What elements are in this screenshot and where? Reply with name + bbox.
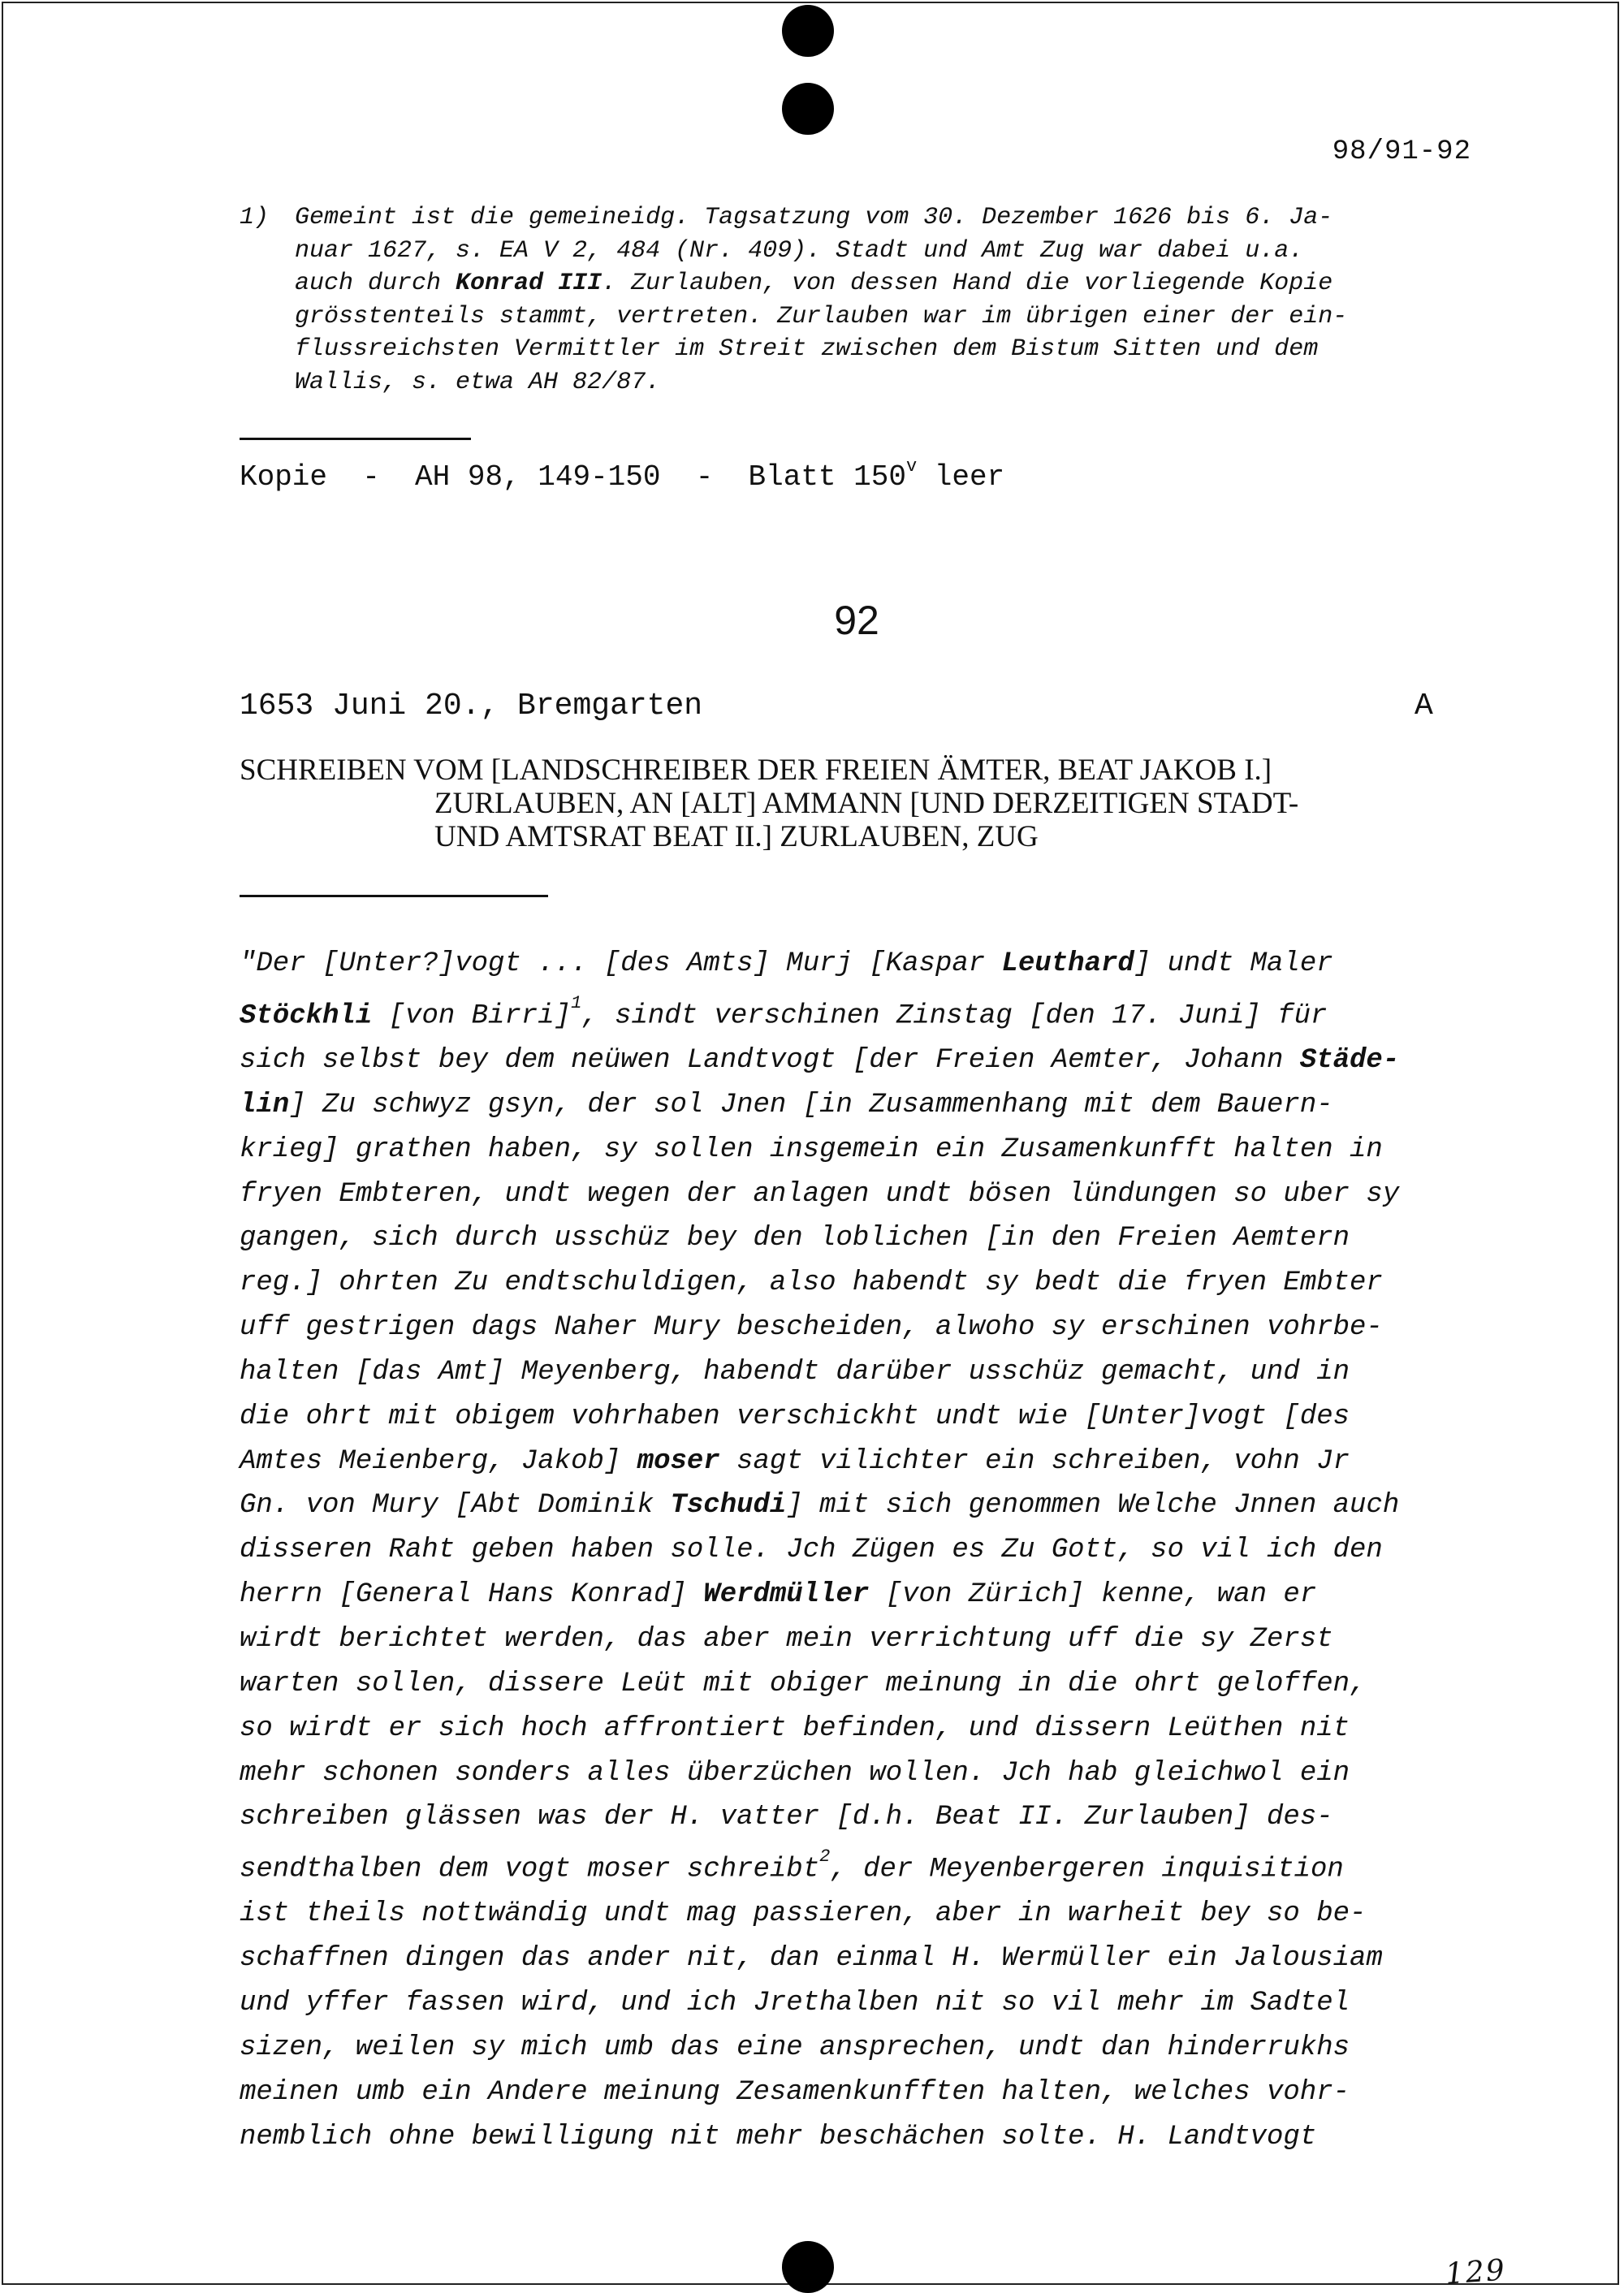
body-line: sich selbst bey dem neüwen Landtvogt [der Freien Aemter, Johann Städe- — [240, 1045, 1400, 1077]
body-line: nemblich ohne bewilligung nit mehr beschächen solte. H. Landtvogt — [240, 2121, 1317, 2153]
body-line: fryen Embteren, undt wegen der anlagen undt bösen lündungen so uber sy — [240, 1178, 1400, 1210]
document-heading — [240, 754, 1506, 853]
copy-source-line — [240, 456, 1005, 494]
heading-line: UND AMTSRAT BEAT II.] ZURLAUBEN, ZUG — [434, 820, 1039, 853]
heading-line: ZURLAUBEN, AN [ALT] AMMANN [UND DERZEITIGEN STADT- — [434, 787, 1299, 820]
body-line: reg.] ohrten Zu endtschuldigen, also habendt sy bedt die fryen Embter — [240, 1267, 1383, 1299]
footnote-text — [240, 201, 1482, 399]
separator-rule — [240, 438, 471, 440]
body-line: meinen umb ein Andere meinung Zesamenkunfften halten, welches vohr- — [240, 2076, 1350, 2108]
copy-source-superscript: v — [905, 456, 918, 477]
page-number: 129 — [1444, 2253, 1508, 2291]
body-line: schaffnen dingen das ander nit, dan einmal H. Wermüller ein Jalousiam — [240, 1943, 1383, 1975]
dateline: 1653 Juni 20., Bremgarten — [240, 689, 703, 723]
marker-letter: A — [1415, 689, 1433, 723]
body-line: krieg] grathen haben, sy sollen insgemein ein Zusamenkunfft halten in — [240, 1134, 1383, 1165]
footnote-number: 1) — [240, 204, 270, 231]
body-line: die ohrt mit obigem vohrhaben verschickht undt wie [Unter]vogt [des — [240, 1401, 1350, 1432]
separator-rule — [240, 895, 548, 897]
footnote — [240, 201, 1482, 399]
body-line: sendthalben dem vogt moser schreibt$^2$, der Meyenbergeren inquisition — [240, 1846, 1344, 1885]
footnote-line: Wallis, s. etwa AH 82/87. — [295, 368, 661, 396]
letter-body — [240, 942, 1522, 2159]
copy-source-text: Kopie - AH 98, 149-150 - Blatt 150 — [240, 460, 906, 494]
body-line: uff gestrigen dags Naher Mury bescheiden, alwoho sy erschinen vohrbe- — [240, 1312, 1383, 1344]
body-line: und yffer fassen wird, und ich Jrethalben nit so vil mehr im Sadtel — [240, 1988, 1350, 2019]
footnote-line: nuar 1627, s. EA V 2, 484 (Nr. 409). Stadt und Amt Zug war dabei u.a. — [295, 236, 1304, 265]
body-line: Stöckhli [von Birri]$^1$, sindt verschinen Zinstag [den 17. Juni] für — [240, 992, 1328, 1032]
body-line: ist theils nottwändig undt mag passieren, aber in warheit bey so be- — [240, 1898, 1367, 1930]
body-line: halten [das Amt] Meyenberg, habendt darüber usschüz gemacht, und in — [240, 1356, 1350, 1388]
body-line: "Der [Unter?]vogt ... [des Amts] Murj [Kaspar Leuthard] undt Maler — [240, 948, 1333, 979]
document-reference: 98/91-92 — [1332, 136, 1471, 167]
copy-source-suffix: leer — [917, 460, 1005, 494]
body-line: schreiben glässen was der H. vatter [d.h. Beat II. Zurlauben] des- — [240, 1802, 1333, 1833]
footnote-line: flussreichsten Vermittler im Streit zwischen dem Bistum Sitten und dem — [295, 335, 1319, 363]
body-line: mehr schonen sonders alles überzüchen wollen. Jch hab gleichwol ein — [240, 1757, 1350, 1789]
body-line: wirdt berichtet werden, das aber mein verrichtung uff die sy Zerst — [240, 1623, 1333, 1655]
body-line: sizen, weilen sy mich umb das eine ansprechen, undt dan hinderrukhs — [240, 2032, 1350, 2063]
footnote-line: auch durch Konrad III. Zurlauben, von dessen Hand die vorliegende Kopie — [295, 270, 1333, 297]
body-line: warten sollen, dissere Leüt mit obiger meinung in die ohrt geloffen, — [240, 1668, 1367, 1699]
body-line: Gn. von Mury [Abt Dominik Tschudi] mit sich genommen Welche Jnnen auch — [240, 1490, 1400, 1522]
punch-hole-upper — [782, 83, 834, 135]
body-line: herrn [General Hans Konrad] Werdmüller [von Zürich] kenne, wan er — [240, 1579, 1317, 1611]
document-number: 92 — [834, 598, 879, 643]
heading-line: SCHREIBEN VOM [LANDSCHREIBER DER FREIEN ÄMTER, BEAT JAKOB I.] — [240, 754, 1272, 787]
body-line: disseren Raht geben haben solle. Jch Zügen es Zu Gott, so vil ich den — [240, 1535, 1383, 1566]
punch-hole-top — [782, 5, 834, 57]
footnote-line: grösstenteils stammt, vertreten. Zurlauben war im übrigen einer der ein- — [295, 302, 1348, 330]
body-line: gangen, sich durch usschüz bey den loblichen [in den Freien Aemtern — [240, 1223, 1350, 1254]
punch-hole-bottom — [782, 2241, 834, 2293]
body-line: so wirdt er sich hoch affrontiert befinden, und dissern Leüthen nit — [240, 1712, 1350, 1744]
body-line: Amtes Meienberg, Jakob] moser sagt vilichter ein schreiben, vohn Jr — [240, 1445, 1350, 1477]
footnote-line: Gemeint ist die gemeineidg. Tagsatzung vom 30. Dezember 1626 bis 6. Ja- — [295, 204, 1333, 231]
body-line: lin] Zu schwyz gsyn, der sol Jnen [in Zusammenhang mit dem Bauern- — [240, 1089, 1333, 1121]
